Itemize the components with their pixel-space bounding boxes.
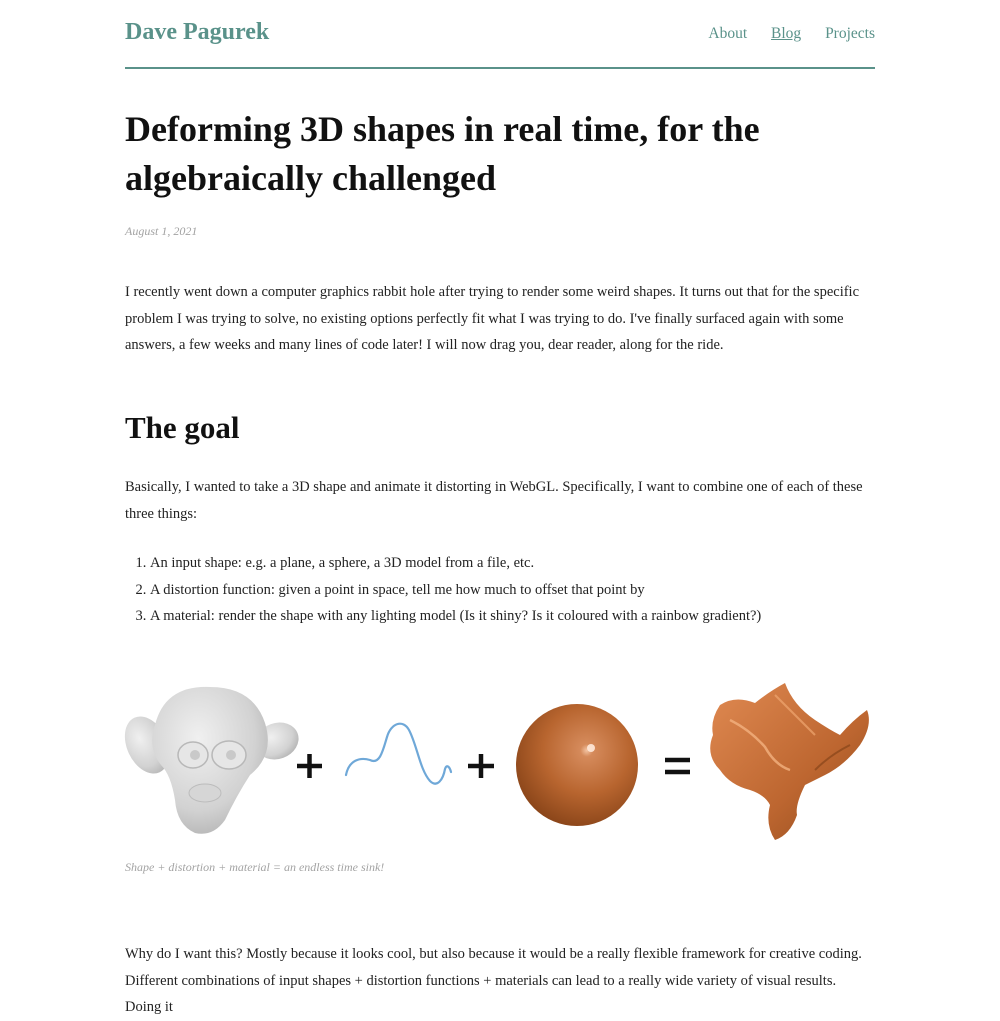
monkey-head-icon [116, 687, 304, 834]
goal-list-item: 2. A distortion function: given a point in space, tell me how much to offset that point by [150, 577, 761, 604]
goal-heading: The goal [125, 410, 240, 445]
nav-projects-link[interactable]: Projects [825, 25, 875, 42]
site-header [125, 0, 875, 69]
nav-blog-link[interactable]: Blog [771, 25, 802, 42]
intro-paragraph: I recently went down a computer graphics rabbit hole after trying to render some weird shapes. It turns out that for the specific problem I was trying to solve, no existing options perfectly fit what I was trying to do. I've finally surfaced again with some answers, a few weeks and many lines of code later! I will now drag you, dear reader, along for the ride. [125, 284, 860, 353]
goal-list-item: 1. An input shape: e.g. a plane, a sphere, a 3D model from a file, etc. [150, 550, 761, 577]
page-container [125, 0, 875, 1015]
why-paragraph: Why do I want this? Mostly because it looks cool, but also because it would be a really flexible framework for creative coding. Different combinations of input shapes + distortion functions + materials can lead to a really wide variety of visual results. Doing it [125, 946, 862, 1015]
wave-curve-icon [346, 724, 451, 784]
post-title: Deforming 3D shapes in real time, for the algebraically challenged [125, 109, 760, 198]
post-date: August 1, 2021 [125, 224, 198, 238]
goal-list-item: 3. A material: render the shape with any lighting model (Is it shiny? Is it coloured with a rainbow gradient?) [150, 603, 761, 630]
site-title-link[interactable]: Dave Pagurek [125, 19, 270, 45]
distorted-shape-icon [710, 683, 869, 840]
shiny-sphere-icon [516, 704, 638, 826]
goal-intro-paragraph: Basically, I wanted to take a 3D shape and animate it distorting in WebGL. Specifically, I want to combine one of each of these three things: [125, 479, 863, 522]
goal-list [125, 550, 761, 630]
site-nav [688, 25, 875, 43]
figure-caption: Shape + distortion + material = an endless time sink! [125, 860, 385, 874]
nav-about-link[interactable]: About [708, 25, 748, 42]
figure-image [125, 675, 875, 845]
